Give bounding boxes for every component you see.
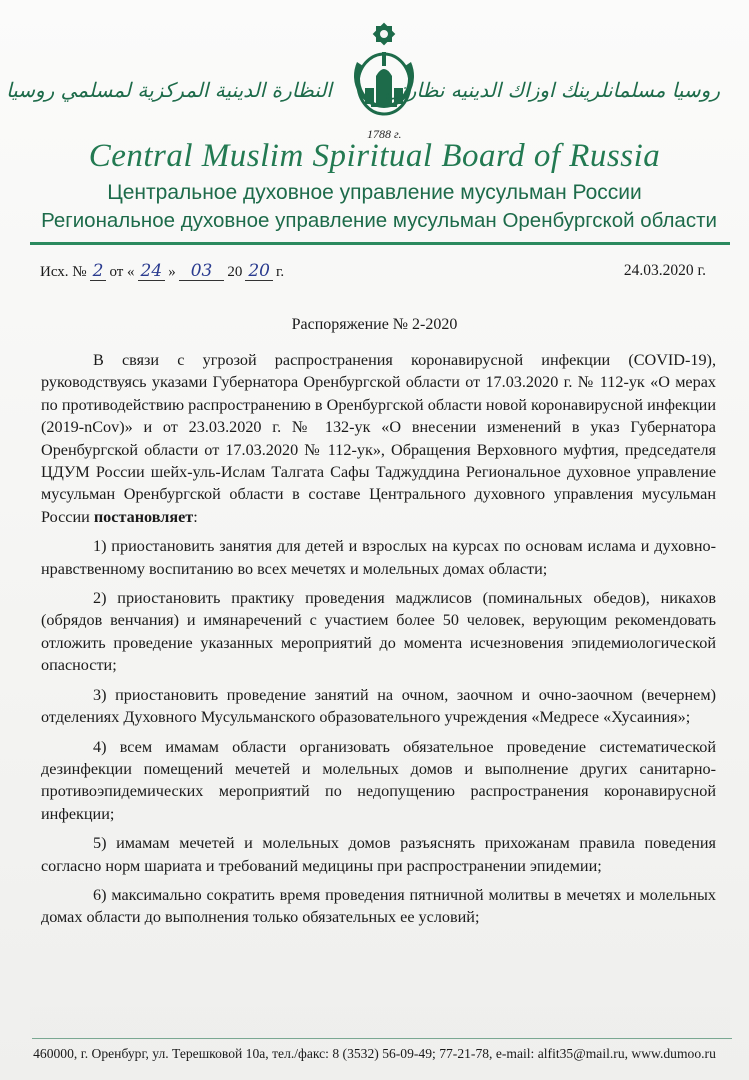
footer-divider (32, 1038, 732, 1039)
intro-bold-verb: постановляет (93, 507, 194, 526)
ref-year-prefix: 20 (227, 264, 243, 280)
intro-text: В связи с угрозой распространения коронавирусной инфекции (COVID-19), руководствуясь указами Губернатора Оренбургской области от 17.03.2020 г. № 112-ук «О мерах по противодействию распространению в Оренбургской области новой коронавирусной инфекции (2019-nCov)» и от 23.03.2020 г. № 132-ук «О внесении изменений в указ Губернатора Оренбургской области от 17.03.2020 № 112-ук», Обращения Верховного муфтия, председателя ЦДУМ России шейх-уль-Ислам Талгата Сафы Таджуддина Региональное духовное управление мусульман Оренбургской области в составе Центрального духовного управления мусульман России (41, 351, 716, 526)
page-fade (30, 1000, 730, 1040)
org-name-central: Центральное духовное управление мусульман России (107, 181, 642, 204)
mosque-emblem-icon (343, 22, 425, 132)
intro-colon: : (193, 507, 198, 526)
list-item: 2) приостановить практику проведения маджлисов (поминальных обедов), никахов (обрядов венчания) и имянаречений с участием более 50 человек, верующим рекомендовать отложить проведение указанных мероприятий до момента исчезновения эпидемиологической опасности; (41, 589, 716, 675)
document-date: 24.03.2020 г. (623, 262, 706, 279)
intro-paragraph (41, 349, 716, 528)
order-body (41, 349, 716, 929)
ref-month-sep: » (168, 264, 176, 280)
ref-number: 2 (90, 262, 107, 281)
header-divider (30, 242, 730, 245)
ref-prefix: Исх. № (40, 264, 87, 280)
list-item: 6) максимально сократить время проведения пятничной молитвы в мечетях и молельных домах области до выполнения только обязательных ее условий; (41, 885, 716, 927)
outgoing-reference (40, 262, 284, 281)
org-name-regional: Региональное духовное управление мусульман Оренбургской области (41, 209, 717, 232)
founding-year: 1788 г. (367, 127, 402, 141)
list-item: 1) приостановить занятия для детей и взрослых на курсах по основам ислама и духовно-нравственному воспитанию во всех мечетях и молельных домах области; (41, 537, 716, 578)
list-item: 4) всем имамам области организовать обязательное проведение систематической дезинфекции помещений мечетей и молельных домов и выполнение других санитарно-противоэпидемических мероприятий по недопущению распространения коронавирусной инфекции; (41, 737, 716, 823)
ref-year-suffix: г. (275, 264, 285, 280)
ref-day: 24 (138, 262, 166, 281)
order-title: Распоряжение № 2-2020 (291, 316, 458, 333)
arabic-header-left: النظارة الدينية المركزية لمسلمي روسيا (6, 78, 332, 102)
list-item: 3) приостановить проведение занятий на очном, заочном и очно-заочном (вечернем) отделениях Духовного Мусульманского образовательного учреждения «Медресе «Хусаиния»; (41, 685, 716, 727)
ref-from: от « (109, 264, 135, 280)
english-board-name: Central Muslim Spiritual Board of Russia (88, 138, 661, 174)
list-item: 5) имамам мечетей и молельных домов разъяснять прихожанам правила поведения согласно норм шариата и требований медицины при распространении эпидемии; (41, 834, 716, 875)
ref-month: 03 (179, 262, 225, 281)
ref-year: 20 (245, 262, 273, 281)
footer-contacts: 460000, г. Оренбург, ул. Терешковой 10а, тел./факс: 8 (3532) 56-09-49; 77-21-78, e-mail: alfit35@mail.ru, www.dumoo.ru (33, 1046, 716, 1061)
arabic-header-right: روسيا مسلمانلرينك اوزاك الدينيه نظارتى (384, 78, 720, 102)
